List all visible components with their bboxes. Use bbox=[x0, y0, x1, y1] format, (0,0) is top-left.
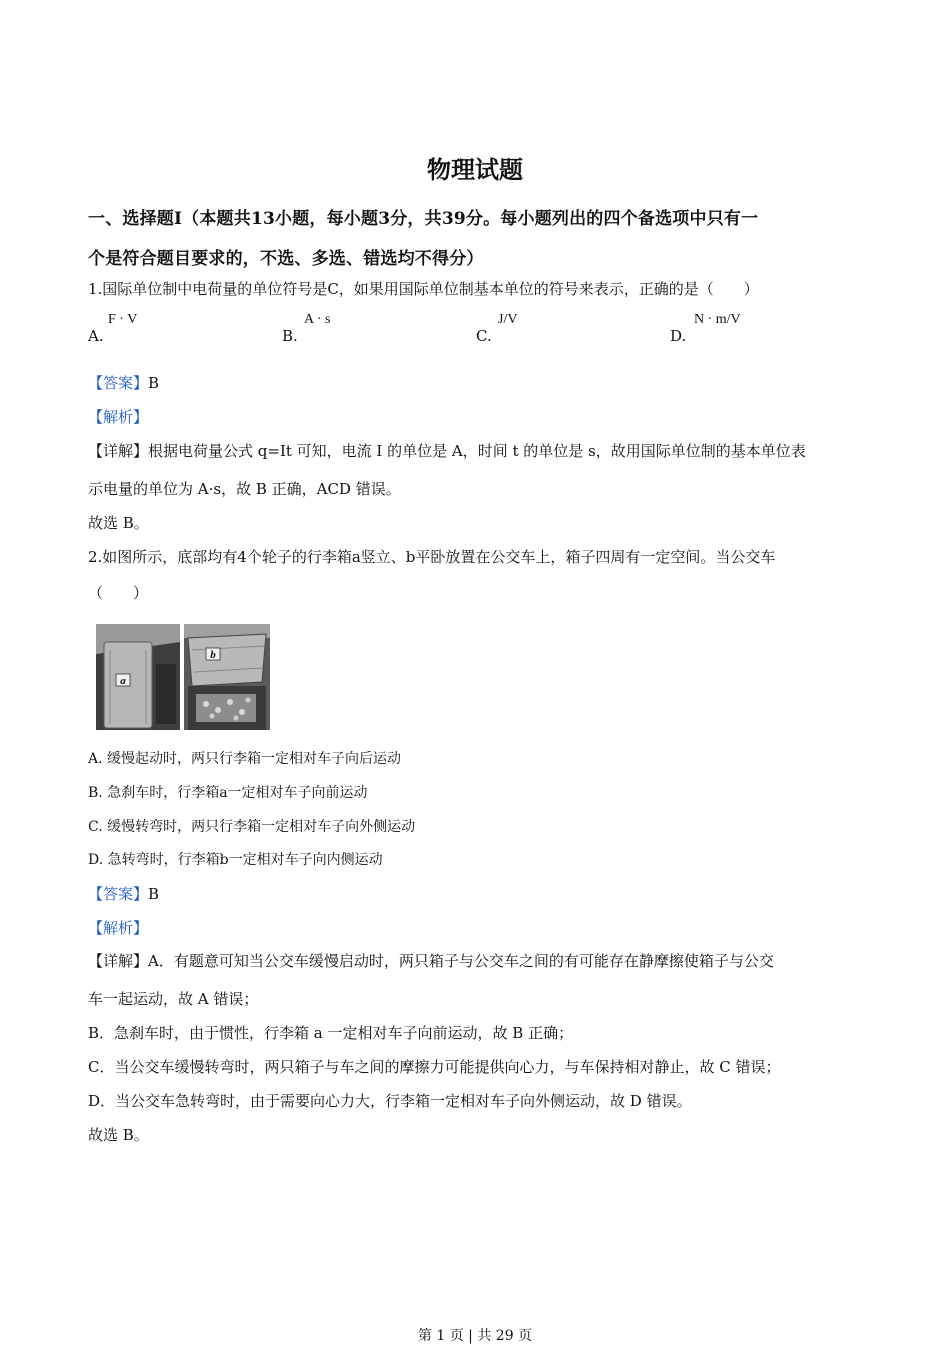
q2-detail-d: D．当公交车急转弯时，由于需要向心力大，行李箱一定相对车子向外侧运动，故 D 错误。 bbox=[88, 1092, 692, 1110]
q2-answer-tag: 【答案】 bbox=[88, 885, 149, 903]
q1-option-d-value: N · m/V bbox=[694, 312, 741, 327]
luggage-photo-graphic bbox=[96, 624, 270, 730]
q2-option-b: B. 急刹车时，行李箱a一定相对车子向前运动 bbox=[88, 785, 368, 801]
q1-stem: 1.国际单位制中电荷量的单位符号是C，如果用国际单位制基本单位的符号来表示，正确的是（ ） bbox=[88, 280, 759, 298]
q2-analysis-tag: 【解析】 bbox=[88, 919, 149, 937]
q1-option-a bbox=[88, 326, 104, 345]
page-title: 物理试题 bbox=[427, 155, 523, 184]
q2-detail-line2: 车一起运动，故 A 错误； bbox=[88, 990, 259, 1008]
photo-label-b: b bbox=[210, 649, 216, 661]
q2-answer bbox=[88, 883, 159, 904]
photo-label-a: a bbox=[120, 675, 126, 687]
q1-option-c bbox=[476, 326, 492, 345]
q1-option-a-value: F · V bbox=[108, 312, 138, 327]
q1-option-b-letter: B. bbox=[282, 327, 298, 345]
q2-stem-line1: 2.如图所示，底部均有4个轮子的行李箱a竖立、b平卧放置在公交车上，箱子四周有一定空间。当公交车 bbox=[88, 548, 776, 566]
q1-option-b bbox=[282, 326, 298, 345]
q2-detail-line1: 【详解】A．有题意可知当公交车缓慢启动时，两只箱子与公交车之间的有可能存在静摩擦使箱子与公交 bbox=[88, 952, 774, 970]
q2-option-c: C. 缓慢转弯时，两只行李箱一定相对车子向外侧运动 bbox=[88, 819, 416, 835]
q1-analysis-tag: 【解析】 bbox=[88, 408, 149, 426]
q1-option-d-letter: D. bbox=[670, 327, 687, 345]
q2-stem-line2: （ ） bbox=[88, 584, 149, 602]
q1-answer-value: B bbox=[148, 374, 160, 392]
q1-answer bbox=[88, 372, 159, 393]
q2-option-a: A. 缓慢起动时，两只行李箱一定相对车子向后运动 bbox=[88, 751, 402, 767]
q2-option-d: D. 急转弯时，行李箱b一定相对车子向内侧运动 bbox=[88, 852, 383, 868]
q1-answer-tag: 【答案】 bbox=[88, 374, 149, 392]
q2-detail-b: B．急刹车时，由于惯性，行李箱 a 一定相对车子向前运动，故 B 正确； bbox=[88, 1024, 574, 1042]
q1-option-b-value: A · s bbox=[304, 312, 331, 327]
q1-detail-line2: 示电量的单位为 A·s，故 B 正确，ACD 错误。 bbox=[88, 480, 401, 498]
q1-option-c-value: J/V bbox=[498, 312, 518, 327]
luggage-photo bbox=[96, 624, 270, 730]
q2-answer-value: B bbox=[148, 885, 160, 903]
q1-option-a-letter: A. bbox=[88, 327, 104, 345]
q2-detail-c: C．当公交车缓慢转弯时，两只箱子与车之间的摩擦力可能提供向心力，与车保持相对静止，故 C 错误； bbox=[88, 1058, 781, 1076]
section-heading-line2: 个是符合题目要求的，不选、多选、错选均不得分） bbox=[88, 249, 484, 269]
page-footer: 第 1 页 | 共 29 页 bbox=[417, 1328, 533, 1344]
q2-conclusion: 故选 B。 bbox=[88, 1126, 149, 1144]
q1-conclusion: 故选 B。 bbox=[88, 514, 149, 532]
q1-option-d bbox=[670, 326, 686, 345]
section-heading-line1: 一、选择题Ⅰ（本题共13小题，每小题3分，共39分。每小题列出的四个备选项中只有一 bbox=[88, 209, 759, 229]
q1-detail-line1: 【详解】根据电荷量公式 q=It 可知，电流 I 的单位是 A，时间 t 的单位是 s，故用国际单位制的基本单位表 bbox=[88, 442, 806, 460]
q1-option-c-letter: C. bbox=[476, 327, 492, 345]
